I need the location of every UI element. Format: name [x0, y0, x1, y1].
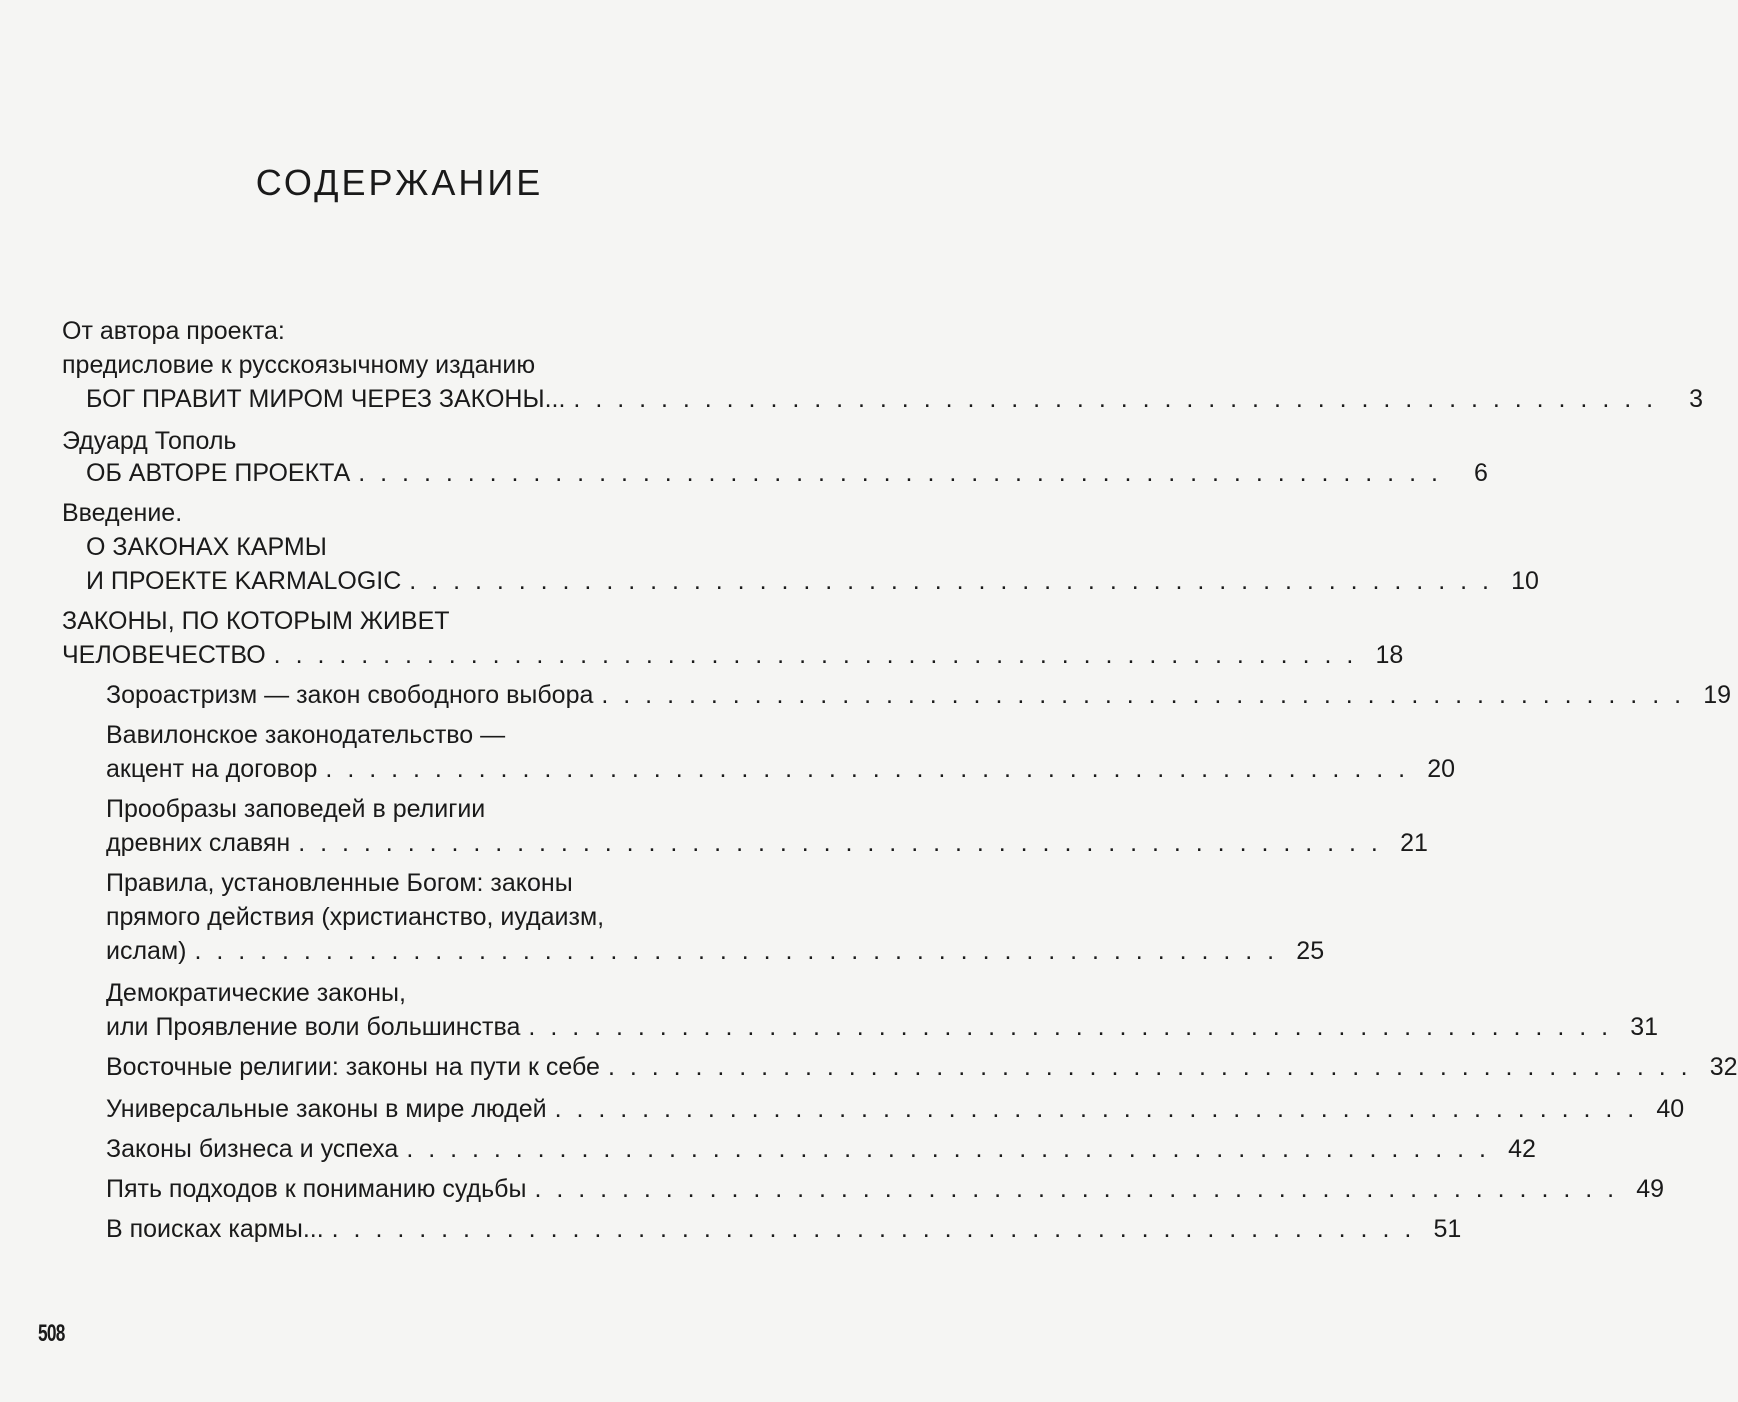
toc-entry-text: Прообразы заповедей в религии [106, 795, 486, 823]
toc-entry-line[interactable] [106, 1012, 1659, 1042]
leader-dots: . . . . . . . . . . . . . . . . . . . . . . . . . . . . . . . . . . . . . . . . . . . . . . . . . . [601, 681, 1686, 709]
toc-entry-line [62, 606, 702, 636]
toc-entry-line[interactable] [106, 1214, 1462, 1244]
toc-entry-line [86, 532, 698, 562]
leader-dots: . . . . . . . . . . . . . . . . . . . . . . . . . . . . . . . . . . . . . . . . . . . . . . . . . . [534, 1175, 1619, 1203]
toc-entry-line[interactable] [86, 458, 1488, 488]
toc-entry-text: ОБ АВТОРЕ ПРОЕКТА [86, 459, 351, 487]
toc-entry-text: ЗАКОНЫ, ПО КОТОРЫМ ЖИВЕТ [62, 607, 450, 635]
toc-entry-text: О ЗАКОНАХ КАРМЫ [86, 533, 327, 561]
leader-dots: . . . . . . . . . . . . . . . . . . . . . . . . . . . . . . . . . . . . . . . . . . . . . . . . . . [554, 1095, 1639, 1123]
toc-entry-line [62, 316, 702, 346]
leader-dots: . . . . . . . . . . . . . . . . . . . . . . . . . . . . . . . . . . . . . . . . . . . . . . . . . . [298, 829, 1382, 857]
page-ref: 18 [1375, 641, 1404, 669]
toc-entry-text: прямого действия (христианство, иудаизм, [106, 903, 605, 931]
leader-dots: . . . . . . . . . . . . . . . . . . . . . . . . . . . . . . . . . . . . . . . . . . . . . . . . . . [358, 459, 1442, 487]
page-title: СОДЕРЖАНИЕ [255, 162, 544, 203]
page-number: 508 [38, 1320, 65, 1347]
leader-dots: . . . . . . . . . . . . . . . . . . . . . . . . . . . . . . . . . . . . . . . . . . . . . . . . . . [194, 937, 1279, 965]
page-ref: 40 [1656, 1095, 1685, 1123]
toc-entry-line[interactable] [106, 828, 1428, 858]
toc-entry-line[interactable] [106, 1134, 1536, 1164]
toc-entry-text: Эдуард Тополь [62, 427, 237, 455]
toc-entry-line [62, 426, 702, 456]
toc-entry-text: ЧЕЛОВЕЧЕСТВО [62, 641, 266, 669]
toc-entry-line[interactable] [106, 936, 1325, 966]
toc-entry-text: Пять подходов к пониманию судьбы [106, 1175, 527, 1203]
toc-entry-text: ислам) [106, 937, 187, 965]
toc-entry-text: древних славян [106, 829, 291, 857]
toc-entry-line[interactable] [106, 754, 1456, 784]
toc-entry-line[interactable] [86, 566, 1539, 596]
toc-entry-text: Законы бизнеса и успеха [106, 1135, 399, 1163]
toc-entry-line[interactable] [106, 680, 1732, 710]
toc-entry-text: БОГ ПРАВИТ МИРОМ ЧЕРЕЗ ЗАКОНЫ... [86, 385, 566, 413]
toc-entry-line[interactable] [106, 1174, 1665, 1204]
leader-dots: . . . . . . . . . . . . . . . . . . . . . . . . . . . . . . . . . . . . . . . . . . . . . . . . . . [273, 641, 1358, 669]
toc-entry-text: предисловие к русскоязычному изданию [62, 351, 536, 379]
toc-entry-text: Восточные религии: законы на пути к себе [106, 1053, 600, 1081]
toc-entry-text: или Проявление воли большинства [106, 1013, 521, 1041]
toc-entry-text: Вавилонское законодательство — [106, 721, 506, 749]
leader-dots: . . . . . . . . . . . . . . . . . . . . . . . . . . . . . . . . . . . . . . . . . . . . . . . . . . [325, 755, 1410, 783]
leader-dots: . . . . . . . . . . . . . . . . . . . . . . . . . . . . . . . . . . . . . . . . . . . . . . . . . . [406, 1135, 1490, 1163]
page-ref: 49 [1636, 1175, 1665, 1203]
page-ref: 3 [1689, 385, 1704, 413]
page-ref: 19 [1703, 681, 1732, 709]
toc-entry-line [62, 498, 702, 528]
toc-entry-text: Универсальные законы в мире людей [106, 1095, 547, 1123]
toc-entry-text: Демократические законы, [106, 979, 406, 1007]
toc-entry-line[interactable] [106, 1094, 1685, 1124]
page-ref: 31 [1630, 1013, 1659, 1041]
leader-dots: . . . . . . . . . . . . . . . . . . . . . . . . . . . . . . . . . . . . . . . . . . . . . . . . . . [528, 1013, 1613, 1041]
toc-entry-text: От автора проекта: [62, 317, 285, 345]
toc-entry-line [106, 868, 698, 898]
leader-dots: . . . . . . . . . . . . . . . . . . . . . . . . . . . . . . . . . . . . . . . . . . . . . . . . . . [573, 385, 1658, 413]
toc-entry-text: И ПРОЕКТЕ KARMALOGIC [86, 567, 402, 595]
toc-entry-line [106, 978, 698, 1008]
page-ref: 25 [1296, 937, 1325, 965]
page-ref: 20 [1427, 755, 1456, 783]
page-ref: 10 [1511, 567, 1539, 595]
leader-dots: . . . . . . . . . . . . . . . . . . . . . . . . . . . . . . . . . . . . . . . . . . . . . . . . . . [409, 567, 1493, 595]
page-ref: 6 [1474, 459, 1488, 487]
toc-entry-line [106, 902, 698, 932]
leader-dots: . . . . . . . . . . . . . . . . . . . . . . . . . . . . . . . . . . . . . . . . . . . . . . . . . . [607, 1053, 1692, 1081]
toc-entry-line[interactable] [86, 384, 1704, 414]
toc-entry-line [106, 794, 698, 824]
toc-entry-line [106, 720, 698, 750]
toc-entry-text: В поисках кармы... [106, 1215, 324, 1243]
page-ref: 51 [1433, 1215, 1462, 1243]
toc-entry-line[interactable] [62, 640, 1404, 670]
page-ref: 32 [1709, 1053, 1738, 1081]
page-ref: 42 [1508, 1135, 1536, 1163]
toc-entry-line[interactable] [106, 1052, 1738, 1082]
leader-dots: . . . . . . . . . . . . . . . . . . . . . . . . . . . . . . . . . . . . . . . . . . . . . . . . . . [331, 1215, 1416, 1243]
toc-entry-text: акцент на договор [106, 755, 318, 783]
toc-entry-text: Правила, установленные Богом: законы [106, 869, 573, 897]
toc-entry-text: Введение. [62, 499, 183, 527]
page-ref: 21 [1400, 829, 1428, 857]
toc-entry-line [62, 350, 702, 380]
toc-entry-text: Зороастризм — закон свободного выбора [106, 681, 594, 709]
